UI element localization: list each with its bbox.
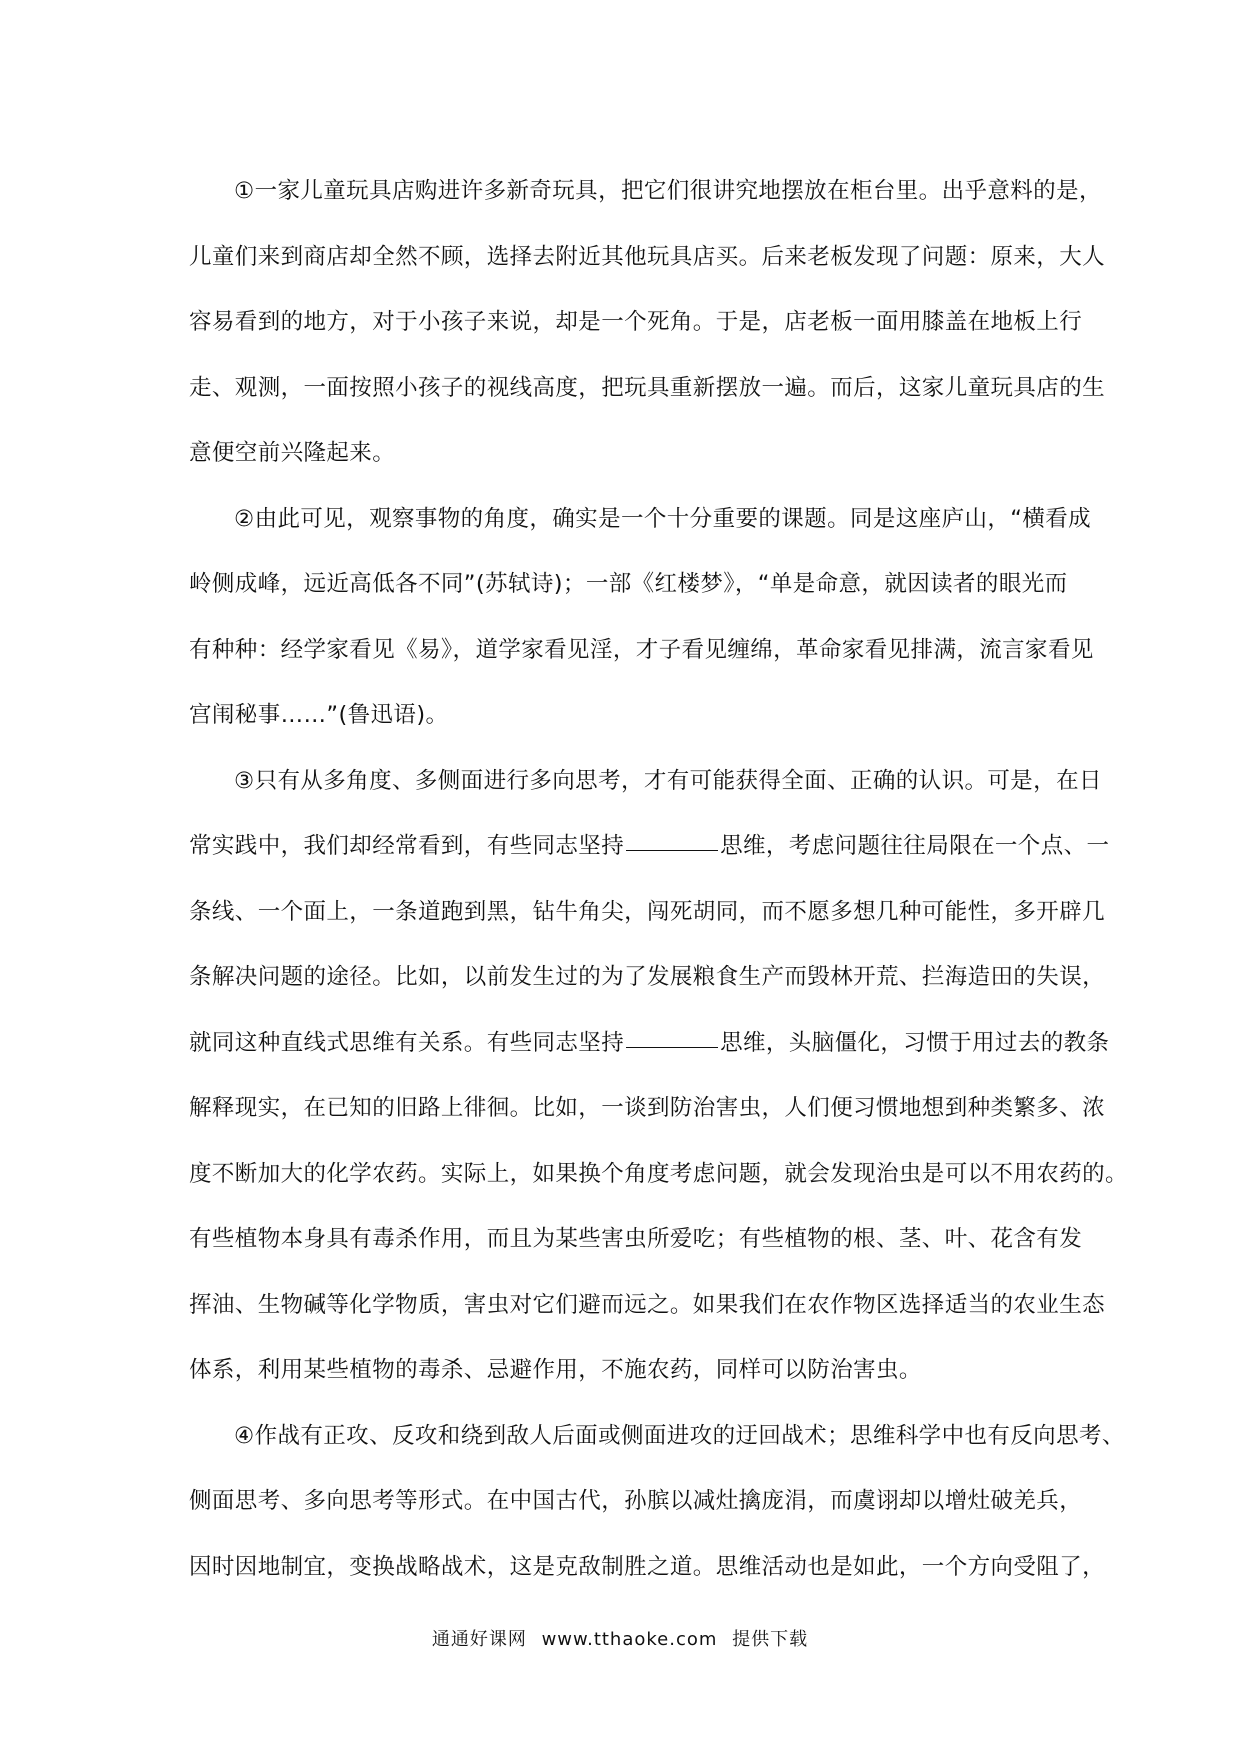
paragraph-4 [189,1403,1125,1600]
text-line: ③只有从多角度、多侧面进行多向思考，才有可能获得全面、正确的认识。可是，在日 [234,767,1102,794]
text-line: 挥油、生物碱等化学物质，害虫对它们避而远之。如果我们在农作物区选择适当的农业生态 [189,1291,1106,1318]
text-line: ①一家儿童玩具店购进许多新奇玩具，把它们很讲究地摆放在柜台里。出乎意料的是， [234,178,1102,204]
paragraph-2 [189,486,1094,748]
text-line: ④作战有正攻、反攻和绕到敌人后面或侧面进攻的迂回战术；思维科学中也有反向思考、 [234,1422,1125,1449]
paragraph-1 [189,158,1106,486]
text-line: 侧面思考、多向思考等形式。在中国古代，孙膑以减灶擒庞涓，而虞诩却以增灶破羌兵， [189,1488,1083,1514]
text-segment: 常实践中，我们却经常看到，有些同志坚持 [189,833,625,859]
text-line-with-blank [189,813,1110,879]
text-line: 条解决问题的途径。比如，以前发生过的为了发展粮食生产而毁林开荒、拦海造田的失误， [189,964,1106,990]
text-line: 有种种：经学家看见《易》，道学家看见淫，才子看见缠绵，革命家看见排满，流言家看见 [189,636,1094,663]
text-line-with-blank [189,1010,1110,1076]
text-line: ②由此可见，观察事物的角度，确实是一个十分重要的课题。同是这座庐山，“横看成 [234,505,1092,532]
text-line: 解释现实，在已知的旧路上徘徊。比如，一谈到防治害虫，人们便习惯地想到种类繁多、浓 [189,1095,1106,1121]
text-line: 儿童们来到商店却全然不顾，选择去附近其他玩具店买。后来老板发现了问题：原来，大人 [189,243,1106,270]
footer-url[interactable]: www.tthaoke.com [541,1629,718,1650]
text-line: 有些植物本身具有毒杀作用，而且为某些害虫所爱吃；有些植物的根、茎、叶、花含有发 [189,1226,1083,1252]
text-segment: 思维，考虑问题往往局限在一个点、一 [720,833,1110,859]
text-line: 条线、一个面上，一条道跑到黑，钻牛角尖，闯死胡同，而不愿多想几种可能性，多开辟几 [189,898,1106,925]
text-line: 体系，利用某些植物的毒杀、忌避作用，不施农药，同样可以防治害虫。 [189,1357,922,1383]
fill-in-blank-2[interactable] [626,1027,718,1048]
text-line: 宫闱秘事……”(鲁迅语)。 [189,702,449,728]
page-footer [0,1625,1240,1651]
text-line: 容易看到的地方，对于小孩子来说，却是一个死角。于是，店老板一面用膝盖在地板上行 [189,309,1083,335]
text-line: 意便空前兴隆起来。 [189,440,396,466]
text-line: 走、观测，一面按照小孩子的视线高度，把玩具重新摆放一遍。而后，这家儿童玩具店的生 [189,374,1106,401]
footer-site-name: 通通好课网 [431,1629,527,1650]
text-line: 度不断加大的化学农药。实际上，如果换个角度考虑问题，就会发现治虫是可以不用农药的。 [189,1160,1128,1187]
article-body [189,158,1128,1599]
text-segment: 思维，头脑僵化，习惯于用过去的教条 [720,1029,1110,1056]
text-segment: 就同这种直线式思维有关系。有些同志坚持 [189,1029,625,1056]
paragraph-3 [189,748,1128,1403]
text-line: 因时因地制宜，变换战略战术，这是克敌制胜之道。思维活动也是如此，一个方向受阻了， [189,1553,1106,1580]
fill-in-blank-1[interactable] [626,830,718,851]
footer-action: 提供下载 [732,1629,809,1650]
text-line: 岭侧成峰，远近高低各不同”(苏轼诗)；一部《红楼梦》，“单是命意，就因读者的眼光而 [189,571,1068,597]
